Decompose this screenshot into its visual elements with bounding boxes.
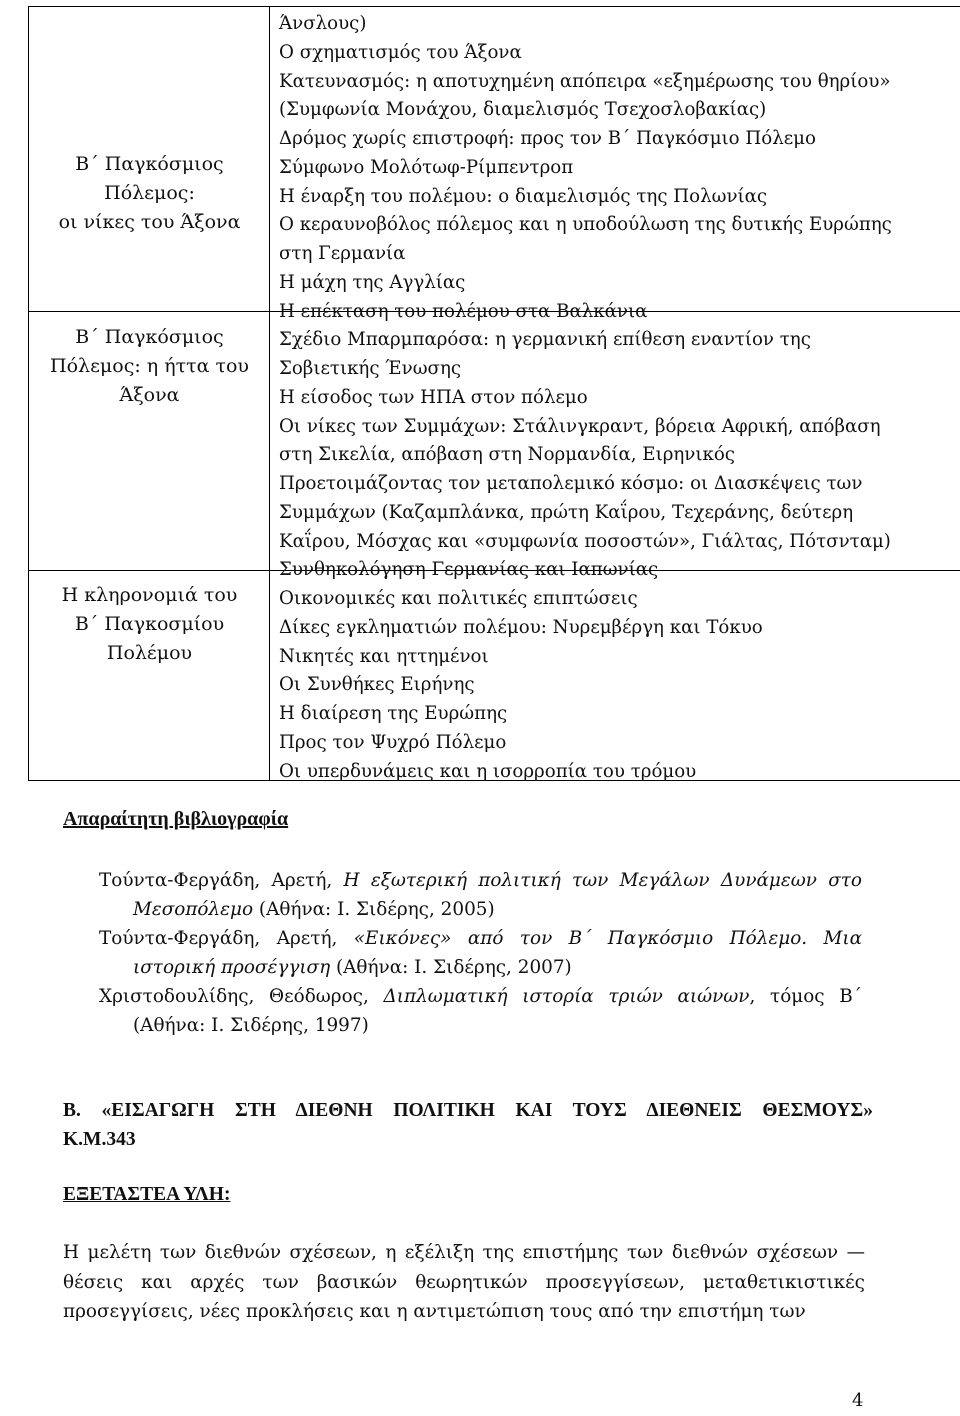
description-line: θέσεις και αρχές των βασικών θεωρητικών προσεγγίσεων, μεταθετικιστικές — [63, 1271, 865, 1293]
bib-title: Διπλωματική ιστορία τριών αιώνων — [383, 986, 750, 1007]
topic-line: Β΄ Παγκόσμιος — [75, 326, 224, 348]
table-cell-topic — [29, 312, 270, 571]
syllabus-line: Η επέκταση του πολέμου στα Βαλκάνια — [279, 300, 648, 322]
syllabus-line: Συμμάχων (Καζαμπλάνκα, πρώτη Καΐρου, Τεχεράνης, δεύτερη — [279, 501, 854, 523]
syllabus-line: (Συμφωνία Μονάχου, διαμελισμός Τσεχοσλοβακίας) — [279, 99, 767, 121]
table-cell-topic — [29, 571, 270, 781]
syllabus-line: στη Γερμανία — [279, 243, 406, 264]
section-title: Β. «ΕΙΣΑΓΩΓΗ ΣΤΗ ΔΙΕΘΝΗ ΠΟΛΙΤΙΚΗ ΚΑΙ ΤΟΥΣ ΔΙΕΘΝΕΙΣ ΘΕΣΜΟΥΣ» — [63, 1100, 873, 1121]
syllabus-line: Οικονομικές και πολιτικές επιπτώσεις — [279, 588, 638, 609]
exam-material-heading: ΕΞΕΤΑΣΤΕΑ ΥΛΗ: — [63, 1184, 231, 1205]
topic-line: Η κληρονομιά του — [61, 584, 238, 606]
bib-author: Τούντα-Φεργάδη, Αρετή, — [99, 928, 354, 949]
syllabus-line: Ο σχηματισμός του Άξονα — [279, 41, 522, 63]
syllabus-line: Η έναρξη του πολέμου: ο διαμελισμός της Πολωνίας — [279, 185, 768, 207]
topic-axis-defeat — [29, 323, 270, 410]
section-heading — [63, 1096, 873, 1154]
syllabus-line: Νικητές και ηττημένοι — [279, 645, 489, 667]
topic-line: οι νίκες του Άξονα — [58, 211, 241, 233]
syllabus-line: Σοβιετικής Ένωσης — [279, 358, 462, 379]
syllabus-line: Σύμφωνο Μολότωφ-Ρίμπεντροπ — [279, 156, 574, 178]
syllabus-line: Οι υπερδυνάμεις και η ισορροπία του τρόμου — [279, 760, 697, 782]
bibliography-entry — [100, 982, 862, 1040]
course-description — [63, 1238, 865, 1327]
syllabus-line: Οι Συνθήκες Ειρήνης — [279, 674, 475, 696]
syllabus-line: Δρόμος χωρίς επιστροφή: προς τον Β΄ Παγκόσμιο Πόλεμο — [279, 128, 816, 149]
syllabus-line: Οι νίκες των Συμμάχων: Στάλινγκραντ, βόρεια Αφρική, απόβαση — [279, 415, 881, 437]
syllabus-line: Η διαίρεση της Ευρώπης — [279, 703, 508, 724]
description-line: προσεγγίσεις, νέες προκλήσεις και η αντιμετώπιση τους από την επιστήμη των — [63, 1301, 806, 1322]
syllabus-line: Σχέδιο Μπαρμπαρόσα: η γερμανική επίθεση εναντίον της — [279, 329, 811, 351]
topic-axis-victories — [29, 150, 270, 237]
table-cell-topic — [29, 7, 270, 312]
topic-line: Πολέμου — [106, 642, 193, 664]
bib-author: Τούντα-Φεργάδη, Αρετή, — [99, 870, 344, 891]
topic-legacy — [29, 581, 270, 668]
bib-author: Χριστοδουλίδης, Θεόδωρος, — [99, 986, 384, 1007]
syllabus-line: Η μάχη της Αγγλίας — [279, 271, 466, 293]
bib-publisher: (Αθήνα: Ι. Σιδέρης, 1997) — [133, 1015, 369, 1036]
description-line: Η μελέτη των διεθνών σχέσεων, η εξέλιξη της επιστήμης των διεθνών σχέσεων — — [63, 1242, 865, 1263]
syllabus-contents — [279, 10, 959, 786]
topic-line: Β΄ Παγκοσμίου — [74, 613, 225, 635]
bibliography-entry — [100, 924, 862, 982]
topic-line: Πόλεμος: η ήττα του — [50, 355, 249, 377]
bib-title: Η εξωτερική πολιτική των Μεγάλων Δυνάμεων στο — [343, 870, 863, 891]
syllabus-line: Καΐρου, Μόσχας και «συμφωνία ποσοστών», Γιάλτας, Πότσνταμ) — [279, 530, 891, 552]
syllabus-line: Άνσλους) — [279, 13, 367, 34]
syllabus-line: Συνθηκολόγηση Γερμανίας και Ιαπωνίας — [279, 559, 659, 581]
page-number: 4 — [852, 1390, 864, 1411]
syllabus-line: Προετοιμάζοντας τον μεταπολεμικό κόσμο: οι Διασκέψεις των — [279, 473, 863, 494]
syllabus-line: Προς τον Ψυχρό Πόλεμο — [279, 731, 507, 753]
course-code: Κ.Μ.343 — [63, 1129, 136, 1150]
bib-publisher: (Αθήνα: Ι. Σιδέρης, 2007) — [330, 957, 572, 978]
topic-line: Πόλεμος: — [104, 182, 195, 204]
syllabus-line: Κατευνασμός: η αποτυχημένη απόπειρα «εξημέρωσης του θηρίου» — [279, 70, 891, 92]
bib-title: «Εικόνες» από τον Β΄ Παγκόσμιο Πόλεμο. Μια — [353, 928, 862, 949]
bibliography-heading: Απαραίτητη βιβλιογραφία — [63, 808, 289, 830]
syllabus-line: Ο κεραυνοβόλος πόλεμος και η υποδούλωση της δυτικής Ευρώπης — [279, 214, 892, 236]
syllabus-line: στη Σικελία, απόβαση στη Νορμανδία, Ειρηνικός — [279, 444, 735, 466]
topic-line: Άξονα — [119, 384, 180, 406]
bib-title-cont: ιστορική προσέγγιση — [133, 957, 331, 978]
bib-title-cont: Μεσοπόλεμο — [133, 899, 254, 920]
syllabus-line: Η είσοδος των ΗΠΑ στον πόλεμο — [279, 386, 588, 408]
bibliography-entry — [100, 866, 862, 924]
bib-volume: , τόμος Β΄ — [749, 986, 862, 1007]
topic-line: Β΄ Παγκόσμιος — [75, 153, 224, 175]
bib-publisher: (Αθήνα: Ι. Σιδέρης, 2005) — [253, 899, 495, 920]
syllabus-line: Δίκες εγκληματιών πολέμου: Νυρεμβέργη και Τόκυο — [279, 616, 763, 638]
